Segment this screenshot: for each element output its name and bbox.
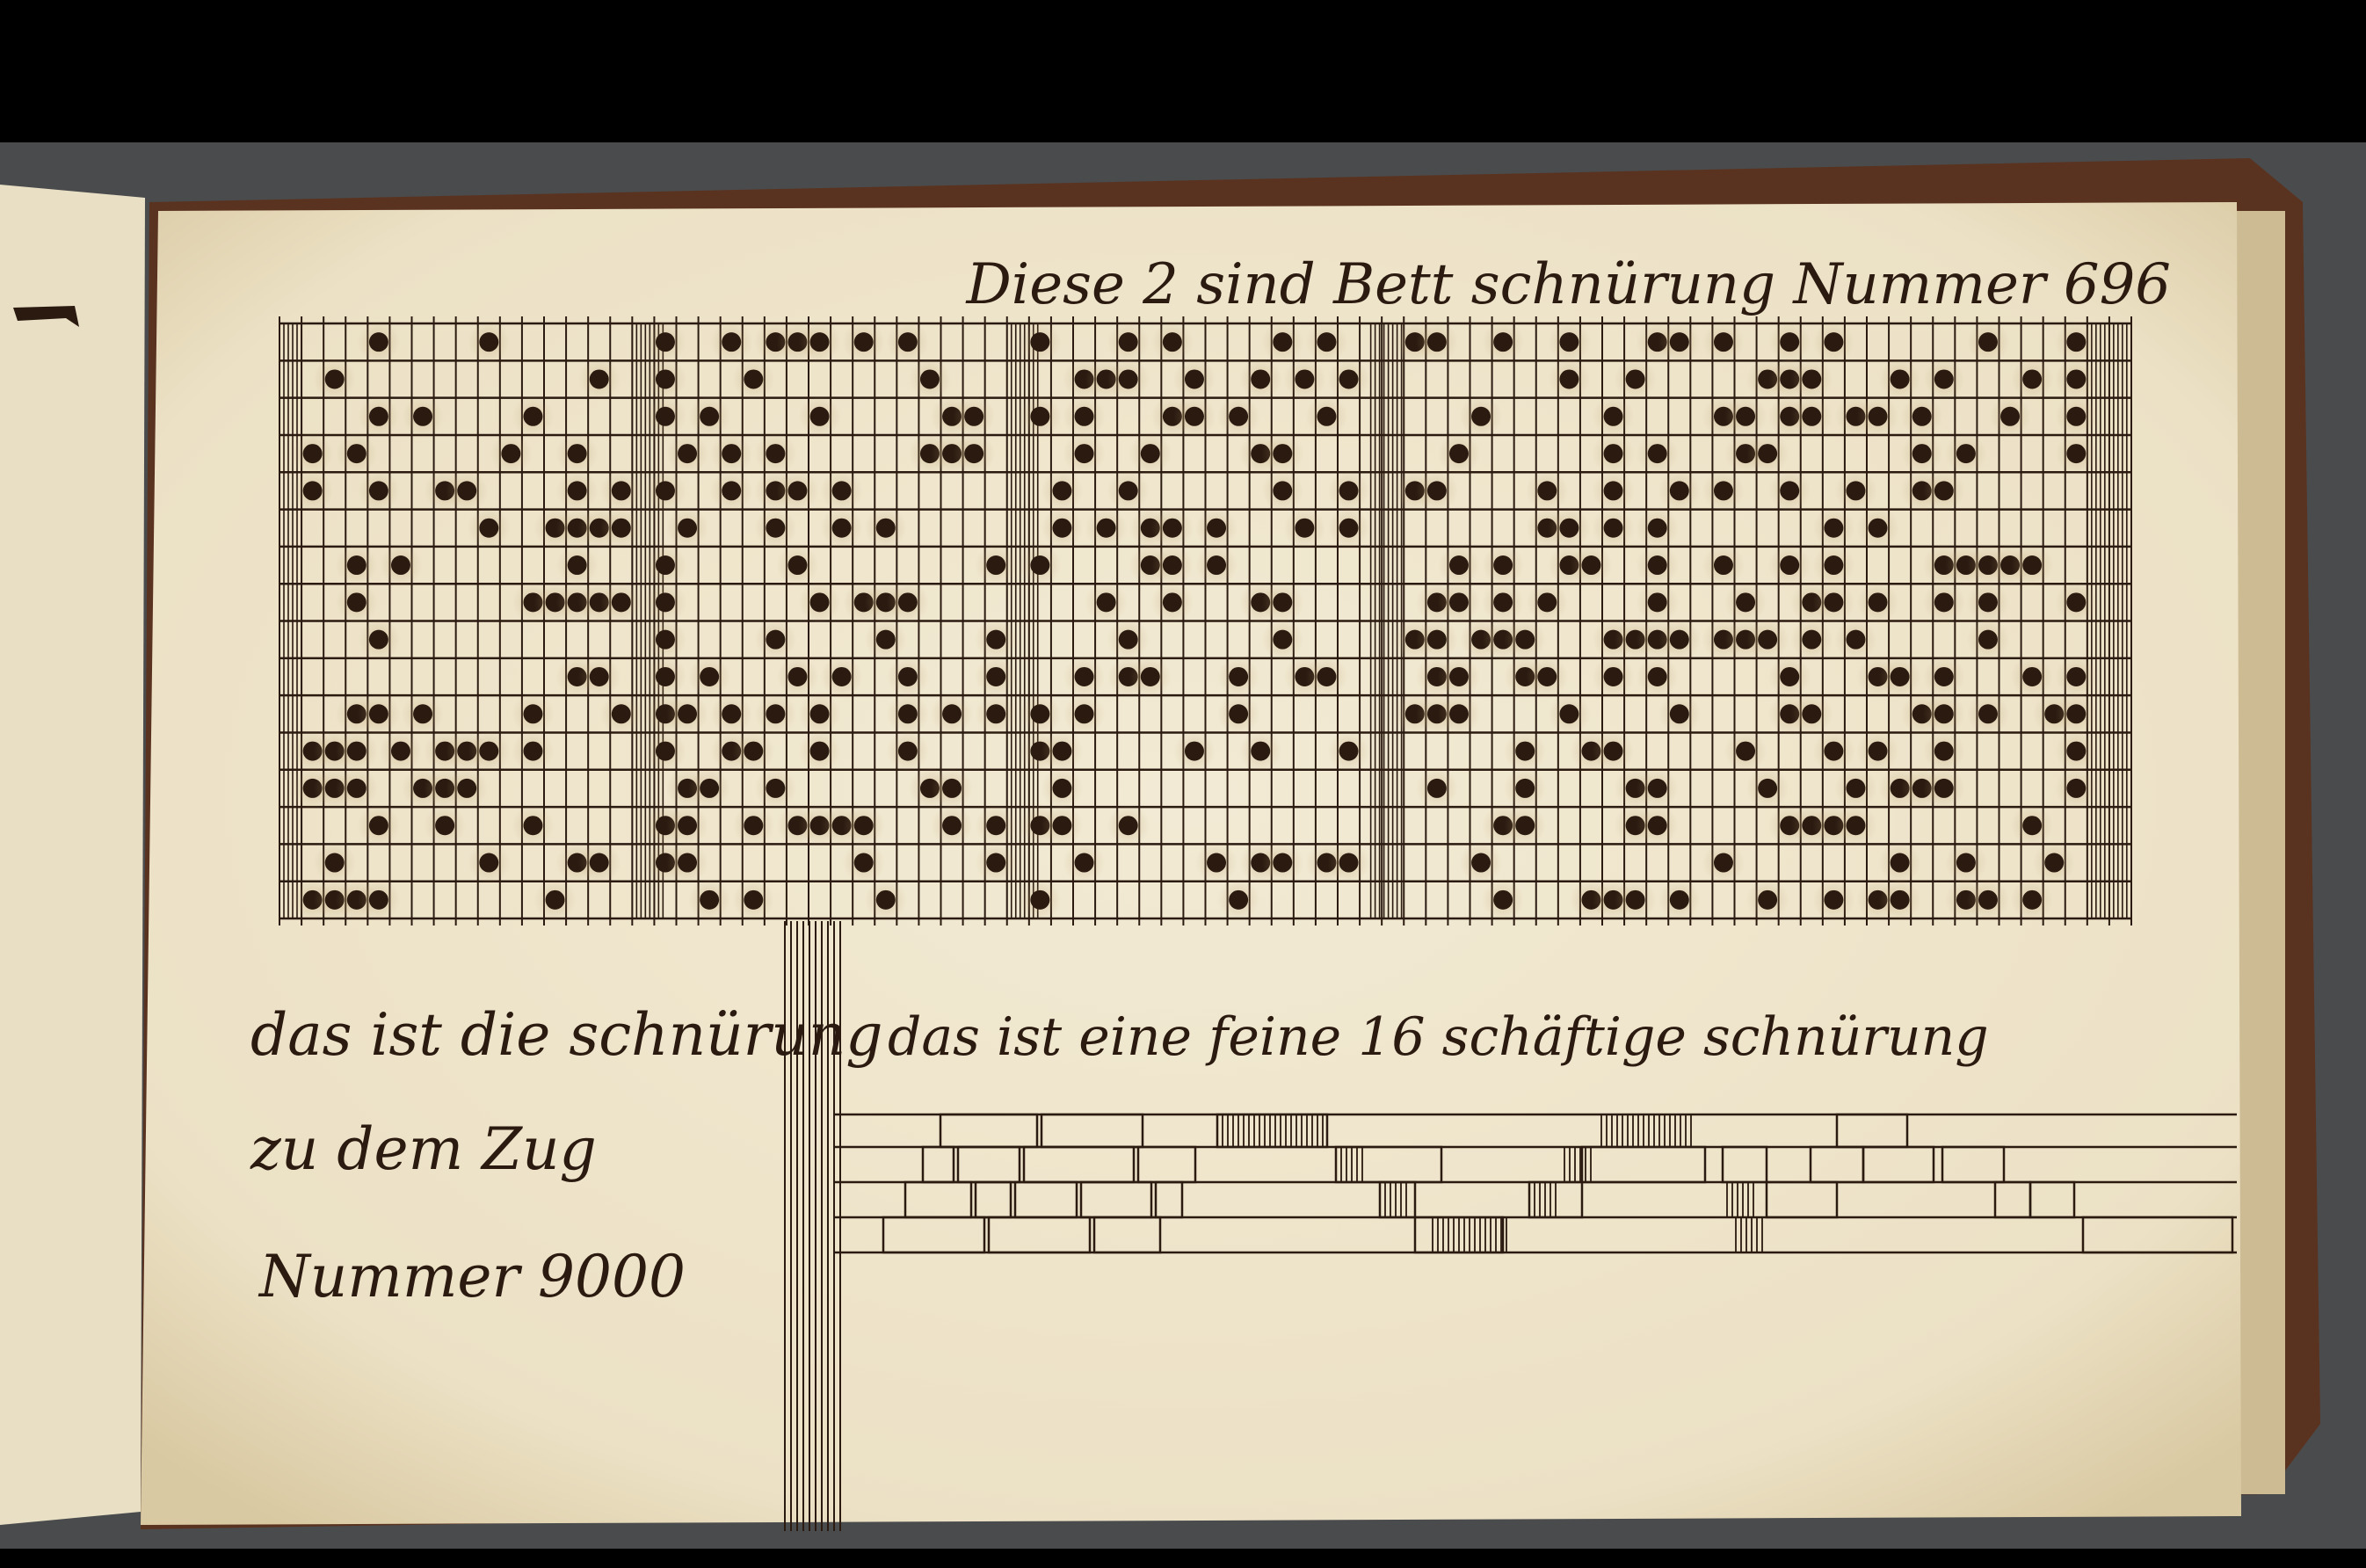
- draft-dot: [369, 481, 388, 500]
- draft-dot: [876, 519, 896, 538]
- draft-dot: [1163, 592, 1182, 612]
- draft-dot: [1934, 779, 1954, 798]
- draft-dot: [656, 667, 675, 686]
- draft-dot: [1934, 704, 1954, 723]
- draft-dot: [303, 481, 323, 500]
- draft-dot: [700, 890, 719, 910]
- draft-dot: [325, 853, 345, 873]
- draft-dot: [1119, 481, 1138, 500]
- draft-dot: [1537, 592, 1557, 612]
- draft-dot: [1780, 555, 1799, 575]
- draft-dot: [1824, 555, 1843, 575]
- draft-dot: [1626, 369, 1645, 388]
- draft-dot: [523, 816, 542, 835]
- draft-dot: [1824, 592, 1843, 612]
- draft-dot: [1052, 779, 1071, 798]
- draft-dot: [678, 519, 697, 538]
- draft-dot: [810, 592, 830, 612]
- draft-dot: [1471, 853, 1491, 873]
- draft-dot: [700, 407, 719, 426]
- draft-dot: [1670, 481, 1689, 500]
- draft-dot: [413, 407, 432, 426]
- draft-dot: [1339, 481, 1359, 500]
- draft-dot: [986, 630, 1005, 650]
- draft-dot: [1119, 630, 1138, 650]
- draft-dot: [2000, 407, 2020, 426]
- draft-dot: [942, 704, 962, 723]
- draft-dot: [1427, 481, 1447, 500]
- draft-dot: [1030, 332, 1049, 352]
- draft-dot: [347, 444, 367, 463]
- draft-dot: [1141, 667, 1160, 686]
- draft-dot: [501, 444, 520, 463]
- draft-dot: [457, 481, 476, 500]
- draft-dot: [744, 890, 763, 910]
- draft-dot: [1648, 816, 1667, 835]
- draft-dot: [2066, 592, 2086, 612]
- draft-dot: [369, 816, 388, 835]
- draft-dot: [1207, 519, 1226, 538]
- draft-dot: [1251, 742, 1270, 761]
- draft-dot: [347, 742, 367, 761]
- draft-dot: [2022, 555, 2042, 575]
- draft-dot: [1934, 742, 1954, 761]
- draft-dot: [1648, 519, 1667, 538]
- draft-dot: [810, 407, 830, 426]
- draft-dot: [1869, 592, 1888, 612]
- draft-dot: [1846, 816, 1865, 835]
- draft-dot: [1802, 704, 1821, 723]
- draft-dot: [832, 481, 852, 500]
- draft-dot: [1891, 667, 1910, 686]
- draft-dot: [1648, 779, 1667, 798]
- draft-dot: [1802, 630, 1821, 650]
- draft-dot: [1229, 890, 1248, 910]
- draft-dot: [479, 332, 498, 352]
- draft-dot: [832, 519, 852, 538]
- draft-dot: [1493, 890, 1513, 910]
- draft-dot: [1515, 816, 1535, 835]
- draft-dot: [413, 704, 432, 723]
- draft-dot: [1559, 704, 1579, 723]
- draft-dot: [612, 592, 631, 612]
- draft-dot: [1869, 519, 1888, 538]
- draft-dot: [1758, 444, 1777, 463]
- draft-dot: [854, 853, 874, 873]
- right-note: das ist eine feine 16 schäftige schnürung: [888, 1006, 1989, 1068]
- draft-dot: [1295, 519, 1314, 538]
- draft-dot: [612, 519, 631, 538]
- draft-dot: [1449, 555, 1469, 575]
- draft-dot: [1626, 890, 1645, 910]
- draft-dot: [678, 444, 697, 463]
- draft-dot: [1846, 481, 1865, 500]
- draft-dot: [1317, 667, 1336, 686]
- header-text: Diese 2 sind Bett schnürung Nummer 696: [966, 252, 2171, 317]
- draft-dot: [744, 742, 763, 761]
- draft-dot: [722, 332, 741, 352]
- draft-dot: [435, 816, 454, 835]
- draft-dot: [1912, 407, 1932, 426]
- draft-dot: [1802, 407, 1821, 426]
- draft-dot: [898, 332, 918, 352]
- draft-dot: [1978, 704, 1998, 723]
- draft-dot: [1648, 592, 1667, 612]
- draft-dot: [1714, 853, 1733, 873]
- draft-dot: [766, 704, 785, 723]
- draft-dot: [391, 555, 410, 575]
- draft-dot: [1207, 853, 1226, 873]
- draft-dot: [347, 592, 367, 612]
- draft-dot: [1581, 555, 1600, 575]
- draft-dot: [1273, 853, 1292, 873]
- draft-dot: [1030, 704, 1049, 723]
- draft-dot: [303, 444, 323, 463]
- draft-dot: [1780, 332, 1799, 352]
- draft-dot: [810, 332, 830, 352]
- draft-dot: [1030, 555, 1049, 575]
- draft-dot: [347, 779, 367, 798]
- draft-dot: [1670, 332, 1689, 352]
- draft-dot: [1714, 332, 1733, 352]
- draft-dot: [1604, 481, 1623, 500]
- draft-dot: [369, 407, 388, 426]
- draft-dot: [1780, 667, 1799, 686]
- draft-dot: [1075, 444, 1094, 463]
- draft-dot: [1273, 444, 1292, 463]
- draft-dot: [766, 779, 785, 798]
- draft-dot: [1229, 704, 1248, 723]
- draft-dot: [1273, 332, 1292, 352]
- draft-dot: [766, 630, 785, 650]
- draft-dot: [2066, 369, 2086, 388]
- draft-dot: [1604, 519, 1623, 538]
- draft-dot: [2066, 332, 2086, 352]
- draft-dot: [1141, 444, 1160, 463]
- draft-dot: [876, 630, 896, 650]
- draft-dot: [568, 481, 587, 500]
- draft-dot: [1780, 481, 1799, 500]
- draft-dot: [369, 332, 388, 352]
- draft-dot: [1648, 667, 1667, 686]
- draft-dot: [1317, 332, 1336, 352]
- draft-dot: [656, 407, 675, 426]
- draft-dot: [1471, 407, 1491, 426]
- draft-dot: [1648, 555, 1667, 575]
- draft-dot: [1185, 742, 1204, 761]
- draft-dot: [1493, 592, 1513, 612]
- draft-dot: [523, 407, 542, 426]
- draft-dot: [1670, 630, 1689, 650]
- draft-dot: [810, 742, 830, 761]
- draft-dot: [1978, 630, 1998, 650]
- draft-dot: [1978, 890, 1998, 910]
- draft-dot: [656, 369, 675, 388]
- draft-dot: [1736, 742, 1755, 761]
- draft-dot: [656, 630, 675, 650]
- draft-dot: [898, 704, 918, 723]
- draft-dot: [986, 853, 1005, 873]
- draft-dot: [1714, 481, 1733, 500]
- draft-dot: [1869, 407, 1888, 426]
- draft-dot: [656, 481, 675, 500]
- draft-dot: [2066, 444, 2086, 463]
- draft-dot: [876, 890, 896, 910]
- draft-dot: [656, 555, 675, 575]
- left-note-line2: zu dem Zug: [250, 1115, 597, 1183]
- draft-dot: [678, 704, 697, 723]
- draft-dot: [1956, 444, 1976, 463]
- draft-dot: [568, 444, 587, 463]
- draft-dot: [1052, 481, 1071, 500]
- draft-dot: [1559, 519, 1579, 538]
- draft-dot: [369, 630, 388, 650]
- draft-dot: [1449, 444, 1469, 463]
- draft-dot: [1339, 369, 1359, 388]
- draft-dot: [1824, 519, 1843, 538]
- draft-dot: [479, 853, 498, 873]
- draft-dot: [479, 519, 498, 538]
- draft-dot: [1273, 630, 1292, 650]
- draft-dot: [1427, 630, 1447, 650]
- draft-dot: [1824, 890, 1843, 910]
- draft-dot: [920, 369, 940, 388]
- draft-dot: [1714, 555, 1733, 575]
- draft-dot: [1097, 592, 1116, 612]
- draft-dot: [2022, 816, 2042, 835]
- draft-dot: [787, 555, 807, 575]
- draft-dot: [1229, 407, 1248, 426]
- draft-dot: [523, 704, 542, 723]
- draft-dot: [1758, 779, 1777, 798]
- draft-dot: [1119, 332, 1138, 352]
- draft-dot: [1449, 592, 1469, 612]
- draft-dot: [369, 704, 388, 723]
- draft-dot: [1736, 592, 1755, 612]
- draft-dot: [1427, 779, 1447, 798]
- draft-dot: [1163, 519, 1182, 538]
- draft-dot: [2066, 779, 2086, 798]
- draft-dot: [2022, 890, 2042, 910]
- draft-dot: [2066, 667, 2086, 686]
- draft-dot: [1449, 667, 1469, 686]
- draft-dot: [546, 890, 565, 910]
- draft-dot: [590, 369, 609, 388]
- draft-dot: [1515, 630, 1535, 650]
- draft-dot: [1251, 369, 1270, 388]
- draft-dot: [898, 592, 918, 612]
- draft-dot: [1736, 407, 1755, 426]
- draft-dot: [1802, 369, 1821, 388]
- draft-dot: [986, 667, 1005, 686]
- draft-dot: [766, 519, 785, 538]
- draft-dot: [986, 704, 1005, 723]
- draft-dot: [942, 779, 962, 798]
- draft-dot: [964, 444, 983, 463]
- draft-dot: [986, 555, 1005, 575]
- draft-dot: [744, 369, 763, 388]
- draft-dot: [1207, 555, 1226, 575]
- draft-dot: [700, 667, 719, 686]
- draft-dot: [1075, 704, 1094, 723]
- draft-dot: [1824, 332, 1843, 352]
- draft-dot: [347, 555, 367, 575]
- draft-dot: [325, 369, 345, 388]
- draft-dot: [678, 816, 697, 835]
- draft-dot: [898, 742, 918, 761]
- draft-dot: [744, 816, 763, 835]
- left-note-line1: das ist die schnürung: [250, 1001, 883, 1069]
- draft-dot: [1097, 519, 1116, 538]
- draft-dot: [1956, 853, 1976, 873]
- draft-dot: [700, 779, 719, 798]
- draft-dot: [1824, 742, 1843, 761]
- draft-dot: [1604, 444, 1623, 463]
- draft-dot: [1030, 407, 1049, 426]
- draft-dot: [523, 742, 542, 761]
- draft-dot: [854, 816, 874, 835]
- draft-dot: [1229, 667, 1248, 686]
- draft-dot: [391, 742, 410, 761]
- draft-dot: [1075, 407, 1094, 426]
- draft-dot: [1648, 444, 1667, 463]
- draft-dot: [1758, 890, 1777, 910]
- draft-dot: [832, 667, 852, 686]
- draft-dot: [1559, 369, 1579, 388]
- draft-dot: [1912, 444, 1932, 463]
- black-bottom-band: [0, 1549, 2366, 1568]
- draft-dot: [898, 667, 918, 686]
- draft-dot: [1119, 816, 1138, 835]
- draft-dot: [1515, 742, 1535, 761]
- draft-dot: [1427, 332, 1447, 352]
- draft-dot: [1449, 704, 1469, 723]
- draft-dot: [854, 332, 874, 352]
- draft-dot: [1339, 519, 1359, 538]
- draft-dot: [1934, 667, 1954, 686]
- draft-dot: [1273, 481, 1292, 500]
- left-facing-page: [0, 185, 145, 1525]
- draft-dot: [1163, 332, 1182, 352]
- draft-dot: [1869, 742, 1888, 761]
- draft-dot: [369, 890, 388, 910]
- draft-dot: [656, 742, 675, 761]
- draft-dot: [1604, 742, 1623, 761]
- draft-dot: [457, 779, 476, 798]
- draft-dot: [1846, 630, 1865, 650]
- draft-dot: [1339, 853, 1359, 873]
- draft-dot: [568, 555, 587, 575]
- draft-dot: [942, 816, 962, 835]
- draft-dot: [1934, 592, 1954, 612]
- draft-dot: [1185, 369, 1204, 388]
- draft-dot: [787, 667, 807, 686]
- draft-dot: [1273, 592, 1292, 612]
- draft-dot: [1052, 816, 1071, 835]
- draft-dot: [1891, 369, 1910, 388]
- draft-dot: [678, 853, 697, 873]
- draft-dot: [612, 481, 631, 500]
- draft-dot: [1052, 519, 1071, 538]
- draft-dot: [1604, 667, 1623, 686]
- draft-dot: [1075, 853, 1094, 873]
- draft-dot: [964, 407, 983, 426]
- draft-dot: [2066, 407, 2086, 426]
- draft-dot: [986, 816, 1005, 835]
- draft-dot: [1493, 332, 1513, 352]
- draft-dot: [2066, 704, 2086, 723]
- draft-dot: [722, 444, 741, 463]
- draft-dot: [1163, 555, 1182, 575]
- draft-dot: [1537, 481, 1557, 500]
- draft-dot: [590, 667, 609, 686]
- draft-dot: [1934, 481, 1954, 500]
- draft-dot: [1493, 555, 1513, 575]
- draft-dot: [1604, 407, 1623, 426]
- draft-dot: [1978, 592, 1998, 612]
- draft-dot: [1891, 853, 1910, 873]
- draft-dot: [1339, 742, 1359, 761]
- draft-dot: [1758, 630, 1777, 650]
- draft-dot: [479, 742, 498, 761]
- draft-dot: [1670, 704, 1689, 723]
- draft-dot: [1537, 667, 1557, 686]
- draft-dot: [1119, 369, 1138, 388]
- draft-dot: [766, 444, 785, 463]
- draft-dot: [2044, 853, 2064, 873]
- draft-dot: [810, 704, 830, 723]
- draft-dot: [722, 481, 741, 500]
- draft-dot: [1515, 779, 1535, 798]
- draft-dot: [1295, 369, 1314, 388]
- draft-dot: [1185, 407, 1204, 426]
- draft-dot: [1934, 369, 1954, 388]
- draft-dot: [1030, 890, 1049, 910]
- draft-dot: [1052, 742, 1071, 761]
- draft-dot: [590, 853, 609, 873]
- draft-dot: [2022, 369, 2042, 388]
- draft-dot: [1559, 332, 1579, 352]
- draft-dot: [1317, 407, 1336, 426]
- draft-dot: [1978, 332, 1998, 352]
- draft-dot: [656, 592, 675, 612]
- draft-dot: [722, 704, 741, 723]
- draft-dot: [612, 704, 631, 723]
- draft-dot: [1075, 667, 1094, 686]
- draft-dot: [1891, 890, 1910, 910]
- black-top-band: [0, 0, 2366, 142]
- draft-dot: [2022, 667, 2042, 686]
- draft-dot: [787, 481, 807, 500]
- draft-dot: [1846, 779, 1865, 798]
- draft-dot: [656, 332, 675, 352]
- draft-dot: [1670, 890, 1689, 910]
- draft-dot: [2066, 742, 2086, 761]
- left-note-line3: Nummer 9000: [259, 1243, 686, 1310]
